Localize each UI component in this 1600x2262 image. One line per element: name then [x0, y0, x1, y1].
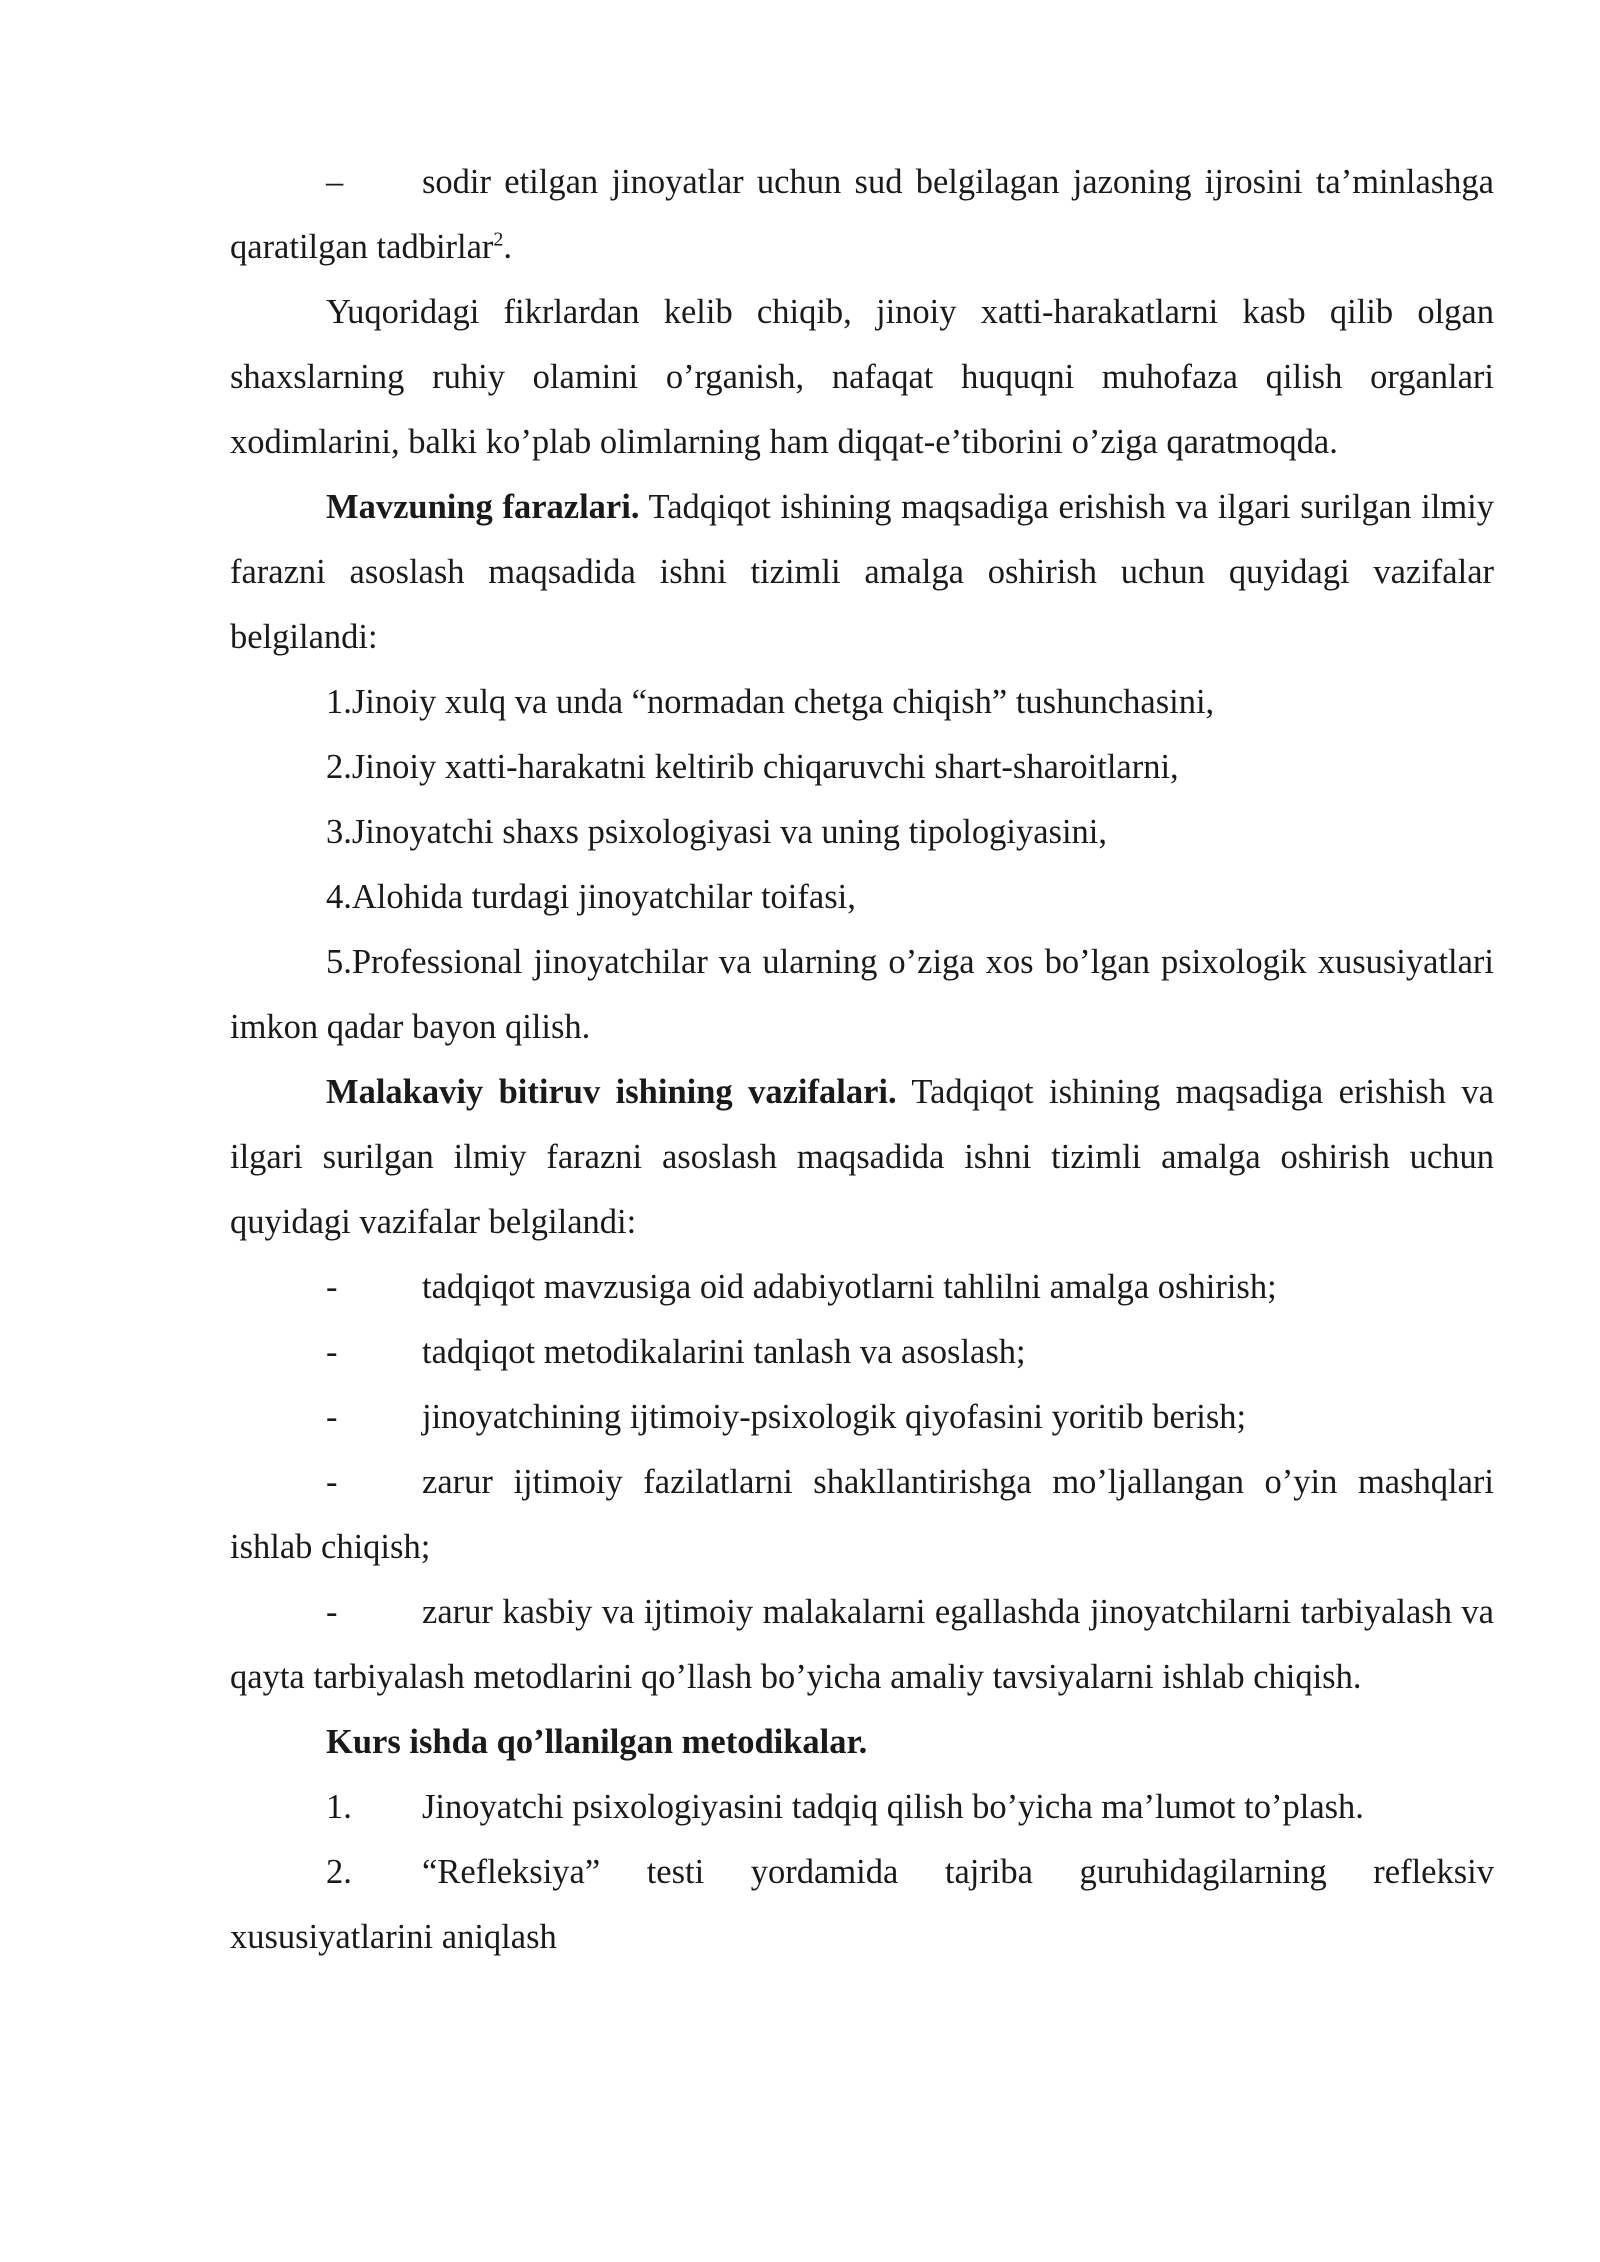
method-list-item	[230, 1840, 1494, 1970]
numbered-item: 1.Jinoiy xulq va unda “normadan chetga chiqish” tushunchasini,	[326, 683, 1215, 721]
list-marker: -	[326, 1333, 338, 1371]
list-marker: 2.	[326, 1853, 352, 1891]
paragraph-text: sodir etilgan jinoyatlar uchun sud belgilagan jazoning ijrosini ta’minlashga qaratilgan tadbirlar	[230, 163, 1494, 266]
list-item-text: tadqiqot metodikalarini tanlash va asoslash;	[422, 1333, 1026, 1371]
footnote-ref: 2	[493, 228, 504, 251]
dash-list-item	[230, 1450, 1494, 1580]
paragraph-text: Tadqiqot ishining maqsadiga erishish va ilgari surilgan ilmiy farazni asoslash maqsadida ishni tizimli amalga oshirish uchun quyidagi vazifalar belgilandi:	[230, 488, 1494, 656]
paragraph-text: Tadqiqot ishining maqsadiga erishish va ilgari surilgan ilmiy farazni asoslash maqsadida ishni tizimli amalga oshirish uchun quyidagi vazifalar belgilandi:	[230, 1073, 1494, 1241]
list-item-text: “Refleksiya” testi yordamida tajriba guruhidagilarning refleksiv xususiyatlarini aniqlash	[230, 1853, 1494, 1956]
dash-list-item	[230, 1255, 1494, 1320]
section-heading: Mavzuning farazlari.	[326, 488, 640, 526]
dash-list-item	[230, 1580, 1494, 1710]
list-marker: -	[326, 1398, 338, 1436]
list-item-text: Jinoyatchi psixologiyasini tadqiq qilish bo’yicha ma’lumot to’plash.	[422, 1788, 1364, 1826]
list-item-text: tadqiqot mavzusiga oid adabiyotlarni tahlilni amalga oshirish;	[422, 1268, 1277, 1306]
method-list-item	[230, 1775, 1494, 1840]
paragraph-end: .	[503, 228, 513, 266]
list-item-text: zarur kasbiy va ijtimoiy malakalarni egallashda jinoyatchilarni tarbiyalash va qayta tarbiyalash metodlarini qo’llash bo’yicha amaliy tavsiyalarni ishlab chiqish.	[230, 1593, 1494, 1696]
section-heading: Kurs ishda qo’llanilgan metodikalar.	[326, 1723, 868, 1761]
list-marker: 1.	[326, 1788, 352, 1826]
dash-list-item	[230, 1385, 1494, 1450]
list-item-text: jinoyatchining ijtimoiy-psixologik qiyofasini yoritib berish;	[422, 1398, 1247, 1436]
paragraph-hypotheses	[230, 475, 1494, 670]
list-marker: -	[326, 1268, 338, 1306]
numbered-item: 3.Jinoyatchi shaxs psixologiyasi va uning tipologiyasini,	[326, 813, 1108, 851]
numbered-item: 4.Alohida turdagi jinoyatchilar toifasi,	[326, 878, 856, 916]
numbered-item: 5.Professional jinoyatchilar va ularning o’ziga xos bo’lgan psixologik xususiyatlari imkon qadar bayon qilish.	[230, 943, 1494, 1046]
list-marker: -	[326, 1463, 338, 1501]
paragraph: Yuqoridagi fikrlardan kelib chiqib, jinoiy xatti-harakatlarni kasb qilib olgan shaxslarning ruhiy olamini o’rganish, nafaqat huquqni muhofaza qilish organlari xodimlarini, balki ko’plab olimlarning ham diqqat-e’tiborini o’ziga qaratmoqda.	[230, 293, 1494, 461]
list-marker: –	[326, 163, 344, 201]
numbered-item: 2.Jinoiy xatti-harakatni keltirib chiqaruvchi shart-sharoitlarni,	[326, 748, 1179, 786]
paragraph-dash-item	[230, 150, 1494, 280]
paragraph-tasks	[230, 1060, 1494, 1255]
section-heading-methods	[230, 1710, 1494, 1775]
list-marker: -	[326, 1593, 338, 1631]
section-heading: Malakaviy bitiruv ishining vazifalari.	[326, 1073, 897, 1111]
list-item-text: zarur ijtimoiy fazilatlarni shakllantirishga mo’ljallangan o’yin mashqlari ishlab chiqish;	[230, 1463, 1494, 1566]
dash-list-item	[230, 1320, 1494, 1385]
